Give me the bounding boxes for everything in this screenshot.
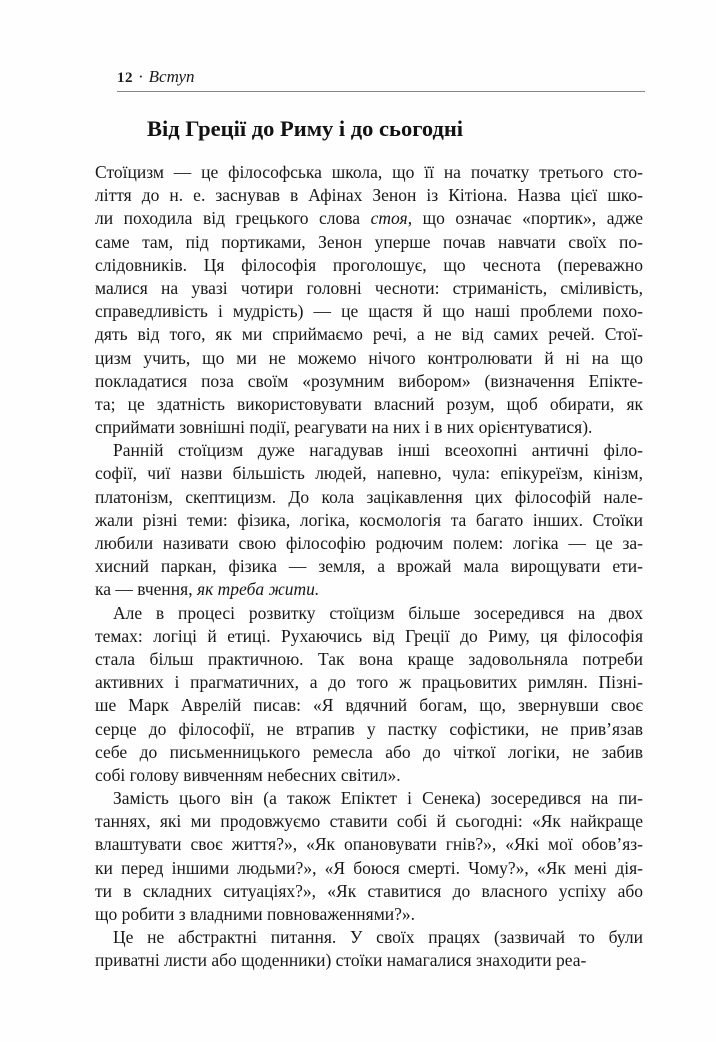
text-line: любили називати свою філософію родючим полем: логіка — це за- xyxy=(95,533,643,553)
text-line: Стоїцизм — це філософська школа, що її на початку третього сто- xyxy=(95,162,643,182)
text-line: софії, чиї назви більшість людей, напевно, чула: епікуреїзм, кінізм, xyxy=(95,463,643,484)
text-line: собі голову вивченням небесних світил». xyxy=(95,764,401,785)
chapter-heading: Від Греції до Риму і до сьогодні xyxy=(147,116,464,141)
page-number: 12 xyxy=(117,70,133,86)
running-header xyxy=(117,67,195,87)
text-line: Замість цього він (а також Епіктет і Сенека) зосередився на пи- xyxy=(113,788,643,809)
paragraph xyxy=(95,161,643,439)
text-line: саме там, під портиками, Зенон уперше почав навчати своїх по- xyxy=(95,231,643,252)
header-separator: · xyxy=(138,67,144,86)
italic-text: стоя xyxy=(370,208,408,229)
text-line: приватні листи або щоденники) стоїки намагалися знаходити реа- xyxy=(95,950,587,971)
text-line: серце до філософії, не втрапив у пастку софістики, не прив’язав xyxy=(95,718,643,739)
paragraph xyxy=(95,602,643,788)
text-line: таннях, які ми продовжуємо ставити собі й сьогодні: «Як найкраще xyxy=(95,811,643,832)
text-line: ше Марк Аврелій писав: «Я вдячний богам, що, звернувши своє xyxy=(95,695,643,716)
text-line: Це не абстрактні питання. У своїх працях (зазвичай то були xyxy=(113,927,643,948)
text-line: хисний паркан, фізика — земля, а врожай мала вирощувати ети- xyxy=(95,556,643,577)
text-line: ли походила від грецького слова стоя, що означає «портик», адже xyxy=(95,208,643,229)
text-line: себе до письменницького ремесла або до чіткої логіки, не забив xyxy=(95,741,643,762)
section-title: Вступ xyxy=(148,67,195,86)
text-line: та; це здатність використовувати власний розум, щоб обирати, як xyxy=(95,393,643,414)
paragraphs xyxy=(95,161,643,973)
text-line: цизм учить, що ми не можемо нічого контролювати й ні на що xyxy=(95,347,643,368)
paragraph xyxy=(95,926,643,972)
text-line: дять від того, як ми сприймаємо речі, а не від самих речей. Стої- xyxy=(95,324,643,345)
text-line: ки перед іншими людьми?», «Я боюся смерті. Чому?», «Як мені дія- xyxy=(95,857,643,878)
text-line: справедливість і мудрість) — це щастя й що наші проблеми похо- xyxy=(95,301,643,322)
text-line: ліття до н. е. заснував в Афінах Зенон із Кітіона. Назва цієї шко- xyxy=(95,185,643,206)
text-line: що робити з владними повноваженнями?». xyxy=(95,904,416,924)
text-line: жали різні теми: фізика, логіка, космологія та багато інших. Стоїки xyxy=(95,509,643,530)
paragraph xyxy=(95,787,643,926)
text-line: слідовників. Ця філософія проголошує, що чеснота (переважно xyxy=(95,254,643,275)
text-line: влаштувати своє життя?», «Як опановувати гнів?», «Які мої обов’яз- xyxy=(95,834,643,855)
text-line: платонізм, скептицизм. До кола зацікавлення цих філософій нале- xyxy=(95,486,643,507)
italic-text: як треба жити. xyxy=(196,579,320,600)
text-line: Але в процесі розвитку стоїцизм більше зосередився на двох xyxy=(113,602,643,623)
text-line: покладатися поза своїм «розумним вибором» (визначення Епікте- xyxy=(95,370,643,391)
text-line: стала більш практичною. Так вона краще задовольняла потреби xyxy=(95,648,643,669)
header-rule xyxy=(117,91,645,92)
text-line: ка — вчення, як треба жити. xyxy=(95,579,320,600)
paragraph xyxy=(95,439,643,601)
text-line: ти в складних ситуаціях?», «Як ставитися до власного успіху або xyxy=(95,880,643,901)
text-line: активних і прагматичних, а до того ж працьовитих римлян. Пізні- xyxy=(95,672,643,693)
text-line: сприймати зовнішні події, реагувати на них і в них орієнтуватися). xyxy=(95,417,593,438)
text-line: малися на увазі чотири головні чесноти: стриманість, сміливість, xyxy=(95,277,643,298)
text-line: Ранній стоїцизм дуже нагадував інші всеохопні античні філо- xyxy=(113,440,643,461)
text-line: темах: логіці й етиці. Рухаючись від Греції до Риму, ця філософія xyxy=(95,625,643,646)
